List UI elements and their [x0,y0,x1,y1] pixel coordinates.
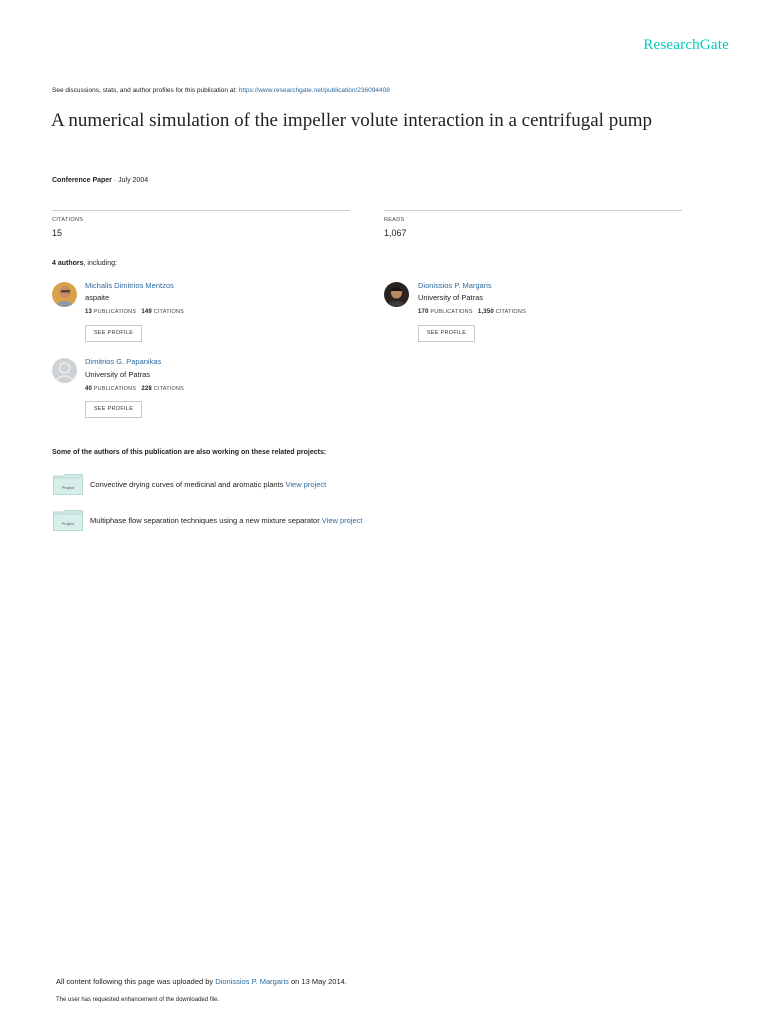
citations-label: CITATIONS [151,386,184,392]
project-1 [90,480,326,489]
citations-label: CITATIONS [493,309,526,315]
project-icon-label: Project [61,485,75,490]
author-3-affiliation: University of Patras [85,370,151,379]
view-project-1-link[interactable]: View project [285,480,327,489]
upload-note [56,977,347,986]
avatar-photo-icon [52,282,77,307]
project-1-title: Convective drying curves of medicinal and aromatic plants [90,480,286,489]
authors-count: 4 authors [52,260,84,267]
author-2-affiliation: University of Patras [418,293,484,302]
publication-link[interactable]: https://www.researchgate.net/publication/236094408 [238,87,390,94]
upload-suffix: on 13 May 2014. [288,977,347,986]
upload-prefix: All content following this page was uploaded by [56,977,216,986]
paper-type: Conference Paper [52,177,112,184]
avatar-author-1[interactable] [52,282,77,307]
author-3-stats [85,386,184,392]
author-2-name[interactable]: Dionissios P. Margaris [418,281,492,290]
author-3-name[interactable]: Dimitrios G. Papanikas [85,357,162,366]
author-1-affiliation: aspaite [85,293,110,302]
enhancement-note: The user has requested enhancement of the downloaded file. [56,997,220,1003]
citations-label: CITATIONS [151,309,184,315]
related-projects-heading: Some of the authors of this publication are also working on these related projects: [52,449,327,456]
reads-label: READS [384,217,405,223]
citations-value: 15 [52,228,63,238]
authors-suffix: , including: [83,260,117,267]
citations-label: CITATIONS [52,217,84,223]
paper-title: A numerical simulation of the impeller volute interaction in a centrifugal pump [51,110,652,131]
author-1-citations: 149 [141,309,152,315]
author-2-publications: 170 [418,309,429,315]
project-2 [90,516,363,525]
citations-divider [52,210,350,211]
avatar-author-3[interactable] [52,358,77,383]
uploader-link[interactable]: Dionissios P. Margaris [215,977,289,986]
author-2-stats [418,309,526,315]
paper-date: · July 2004 [111,177,149,184]
see-profile-button-author-1[interactable]: SEE PROFILE [85,325,142,342]
reads-value: 1,067 [384,228,407,238]
author-1-stats [85,309,184,315]
author-1-name[interactable]: Michalis Dimitrios Mentzos [85,281,174,290]
author-2-citations: 1,350 [477,309,494,315]
project-2-title: Multiphase flow separation techniques using a new mixture separator [90,516,322,525]
reads-divider [384,210,682,211]
author-3-citations: 228 [141,386,152,392]
project-folder-icon[interactable] [53,510,83,531]
folder-icon [53,474,83,495]
author-3-publications: 40 [85,386,93,392]
folder-icon [53,510,83,531]
avatar-author-2[interactable] [384,282,409,307]
project-folder-icon[interactable] [53,474,83,495]
view-project-2-link[interactable]: View project [321,516,363,525]
publications-label: PUBLICATIONS [428,309,473,315]
paper-info [52,177,148,184]
author-1-publications: 13 [85,309,93,315]
researchgate-logo[interactable]: ResearchGate [643,37,729,53]
avatar-photo-icon [384,282,409,307]
discussion-prefix: See discussions, stats, and author profiles for this publication at: [52,87,239,94]
authors-heading [52,260,117,267]
default-user-icon [52,358,77,383]
see-profile-button-author-3[interactable]: SEE PROFILE [85,401,142,418]
publications-label: PUBLICATIONS [92,309,137,315]
discussion-line [52,87,390,94]
publications-label: PUBLICATIONS [92,386,137,392]
see-profile-button-author-2[interactable]: SEE PROFILE [418,325,475,342]
project-icon-label: Project [61,521,75,526]
